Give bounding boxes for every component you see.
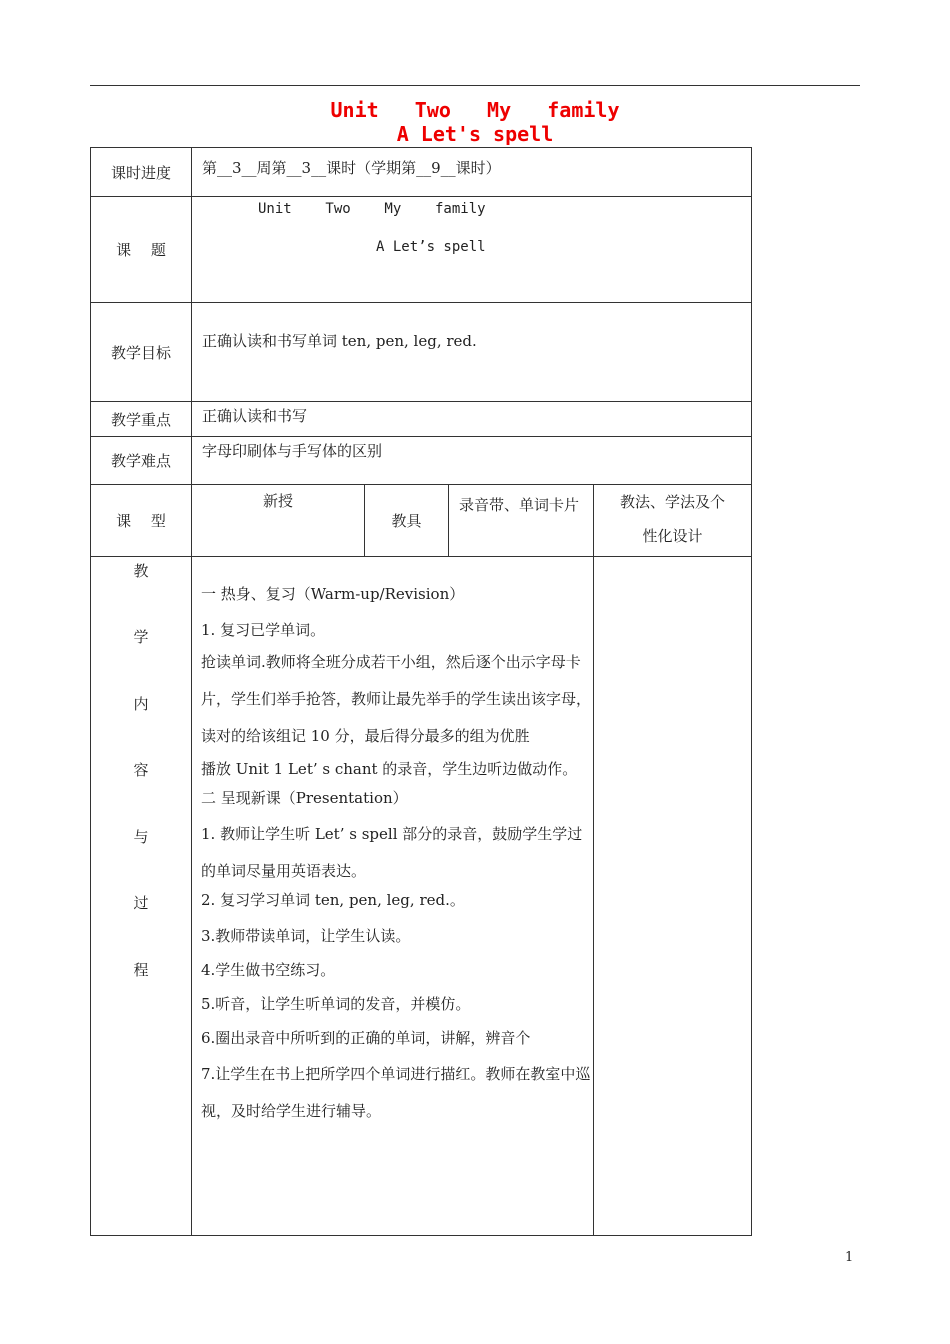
paragraph: 二 呈现新课（Presentation） bbox=[201, 789, 408, 807]
type-label: 课 型 bbox=[90, 484, 192, 557]
tools-label: 教具 bbox=[364, 484, 449, 557]
topic-cell bbox=[191, 196, 752, 303]
vertical-char-1: 教 bbox=[133, 562, 149, 580]
paragraph: 4.学生做书空练习。 bbox=[201, 961, 336, 979]
vertical-label bbox=[90, 556, 192, 1236]
difficulty-label: 教学难点 bbox=[90, 436, 192, 485]
title-line-1: Unit Two My family bbox=[330, 98, 620, 122]
topic-line-2: A Let’s spell bbox=[376, 239, 486, 255]
key-point-value: 正确认读和书写 bbox=[191, 401, 752, 437]
paragraph: 6.圈出录音中所听到的正确的单词，讲解，辨音个 bbox=[201, 1029, 531, 1047]
paragraph: 1. 教师让学生听 Let’ s spell 部分的录音，鼓励学生学过的单词尽量用英语表达。 bbox=[201, 825, 583, 880]
objective-label: 教学目标 bbox=[90, 302, 192, 402]
paragraph: 抢读单词.教师将全班分成若干小组，然后逐个出示字母卡片，学生们举手抢答，教师让最先举手的学生读出该字母，读对的给该组记 10 分，最后得分最多的组为优胜 bbox=[201, 653, 592, 745]
vertical-char-5: 与 bbox=[133, 828, 149, 846]
progress-value: 第__3__周第__3__课时（学期第__9__课时） bbox=[191, 147, 752, 197]
topic-label: 课 题 bbox=[90, 196, 192, 303]
vertical-char-4: 容 bbox=[133, 761, 149, 779]
top-rule bbox=[90, 85, 860, 86]
method-cell bbox=[593, 556, 752, 1236]
paragraph: 3.教师带读单词，让学生认读。 bbox=[201, 927, 411, 945]
paragraph: 一 热身、复习（Warm-up/Revision） bbox=[201, 585, 465, 603]
vertical-char-7: 程 bbox=[133, 961, 149, 979]
paragraph: 2. 复习学习单词 ten, pen, leg, red.。 bbox=[201, 891, 465, 909]
paragraph: 播放 Unit 1 Let’ s chant 的录音，学生边听边做动作。 bbox=[201, 760, 578, 778]
paragraph: 1. 复习已学单词。 bbox=[201, 621, 326, 639]
paragraph: 5.听音，让学生听单词的发音，并模仿。 bbox=[201, 995, 471, 1013]
vertical-char-6: 过 bbox=[133, 894, 149, 912]
vertical-char-2: 学 bbox=[133, 628, 149, 646]
tools-value: 录音带、单词卡片 bbox=[448, 484, 594, 557]
content-body bbox=[201, 582, 591, 1142]
type-value: 新授 bbox=[191, 484, 365, 557]
paragraph: 7.让学生在书上把所学四个单词进行描红。教师在教室中巡视，及时给学生进行辅导。 bbox=[201, 1065, 591, 1120]
page-number: 1 bbox=[845, 1250, 854, 1265]
difficulty-value: 字母印刷体与手写体的区别 bbox=[191, 436, 752, 485]
vertical-char-3: 内 bbox=[133, 695, 149, 713]
progress-label: 课时进度 bbox=[90, 147, 192, 197]
key-point-label: 教学重点 bbox=[90, 401, 192, 437]
method-label: 教法、学法及个性化设计 bbox=[593, 484, 752, 557]
objective-value: 正确认读和书写单词 ten, pen, leg, red. bbox=[191, 302, 752, 402]
title-line-2: A Let's spell bbox=[396, 122, 554, 146]
topic-line-1: Unit Two My family bbox=[258, 201, 486, 217]
